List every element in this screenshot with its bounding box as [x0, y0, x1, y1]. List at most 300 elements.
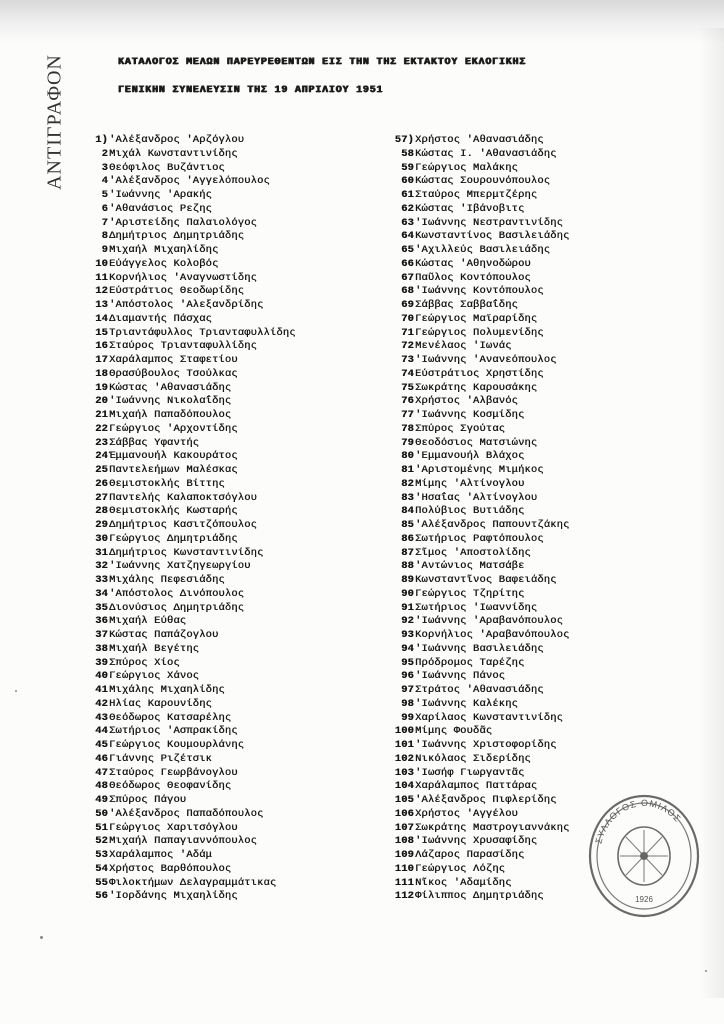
member-name: Χαρίλαος Κωνσταντινίδης	[415, 711, 564, 724]
member-name: Σωτήριος 'Ιωαννίδης	[415, 601, 538, 614]
member-number: 3	[101, 161, 108, 174]
member-name: 'Αλέξανδρος Παπαδόπουλος	[109, 807, 264, 820]
members-list-left-column	[88, 134, 296, 904]
member-name: Γεώργιος Δημητριάδης	[109, 532, 238, 545]
member-name: 'Αλέξανδρος Πιφλερίδης	[415, 794, 557, 806]
member-number: 93	[401, 629, 414, 641]
member-entry	[388, 849, 569, 863]
member-number: 70	[401, 312, 414, 325]
heading-line-2: ΓΕΝΙΚΗΝ ΣΥΝΕΛΕΥΣΙΝ ΤΗΣ 19 ΑΠΡΙΛΙΟΥ 1951	[118, 85, 384, 96]
member-number: 42	[95, 697, 108, 710]
member-number: 56	[95, 890, 108, 903]
member-number: 91	[401, 601, 414, 614]
member-number: 55	[95, 876, 108, 889]
member-number: 84	[401, 505, 414, 518]
member-entry	[88, 670, 296, 684]
member-entry	[388, 313, 569, 327]
member-number: 80	[401, 450, 414, 463]
member-name: Νικόλαος Σιδερίδης	[415, 752, 531, 765]
member-name: Μιχάλης Μιχαηλίδης	[109, 684, 225, 696]
member-number: 61	[401, 189, 414, 201]
member-name: Σταύρος Μπερμτζέρης	[415, 189, 538, 201]
member-name: Φίλιππος Δημητριάδης	[415, 890, 544, 903]
member-entry	[388, 574, 569, 588]
member-name: Μιχαήλ Εύθας	[109, 615, 187, 628]
member-entry	[88, 863, 296, 877]
member-number: 76	[401, 395, 414, 408]
member-name: 'Ιωάννης Βασιλειάδης	[415, 642, 544, 655]
member-name: 'Ιωάννης 'Αραβανόπουλος	[415, 615, 564, 628]
member-name: 'Ιωάννης Κοντόπουλος	[415, 285, 544, 298]
member-entry	[388, 712, 569, 726]
member-entry	[88, 395, 296, 409]
member-number: 54	[95, 862, 108, 875]
member-number: 65	[401, 244, 414, 256]
member-entry	[88, 588, 296, 602]
member-number: 43	[95, 711, 108, 724]
member-name: Σωκράτης Μαστρογιαννάκης	[415, 821, 570, 834]
scan-speck	[15, 690, 17, 692]
member-name: Θεμιστοκλής Βίττης	[109, 477, 225, 490]
member-name: Σάββας Υφαντής	[109, 436, 200, 449]
member-entry	[88, 780, 296, 794]
member-number: 13	[95, 299, 108, 311]
member-entry	[88, 175, 296, 189]
member-name: 'Αριστείδης Παλαιολόγος	[109, 216, 258, 229]
member-number: 82	[401, 477, 414, 490]
member-number: 109	[394, 849, 414, 861]
member-name: Χαράλαμπος 'Αδάμ	[109, 849, 212, 861]
member-number: 7	[101, 216, 108, 229]
member-entry	[388, 822, 569, 836]
member-entry	[88, 299, 296, 313]
member-entry	[88, 340, 296, 354]
member-number: 92	[401, 615, 414, 628]
member-name: Παῦλος Κοντόπουλος	[415, 271, 531, 284]
member-number: 35	[95, 601, 108, 614]
member-name: Σῖμος 'Αποστολίδης	[415, 546, 531, 559]
member-entry	[388, 423, 569, 437]
member-name: 'Ιωάννης Νικολαΐδης	[109, 395, 232, 408]
member-number: 1)	[95, 134, 108, 146]
member-name: 'Ιορδάνης Μιχαηλίδης	[109, 890, 238, 903]
member-entry	[88, 450, 296, 464]
member-entry	[388, 890, 569, 904]
member-number: 10	[95, 257, 108, 270]
member-name: Εύστράτιος Θεοδωρίδης	[109, 285, 245, 298]
member-entry	[388, 670, 569, 684]
member-number: 23	[95, 436, 108, 449]
member-entry	[88, 258, 296, 272]
member-name: Σωκράτης Καρουσάκης	[415, 381, 538, 394]
member-name: Γεώργιος Λόζης	[415, 862, 506, 875]
member-name: Θρασύβουλος Τσούλκας	[109, 367, 238, 380]
member-name: Εύάγγελος Κολοβός	[109, 257, 219, 270]
member-number: 29	[95, 519, 108, 531]
member-name: Γεώργιος 'Αρχοντίδης	[109, 422, 238, 435]
member-entry	[88, 217, 296, 231]
member-entry	[88, 409, 296, 423]
member-entry	[388, 602, 569, 616]
member-entry	[388, 148, 569, 162]
member-name: Σάββας Σαββαΐδης	[415, 299, 518, 311]
member-entry	[88, 230, 296, 244]
copy-stamp-vertical: ΑΝΤΙΓΡΑΦΟΝ	[43, 54, 66, 190]
member-number: 59	[401, 161, 414, 174]
member-entry	[388, 739, 569, 753]
member-number: 112	[394, 890, 414, 903]
member-name: Θεμιστοκλής Κωσταρής	[109, 505, 238, 518]
member-number: 74	[401, 367, 414, 380]
member-name: Παντελής Καλαποκτσόγλου	[109, 491, 258, 504]
scan-speck	[40, 936, 43, 939]
member-number: 27	[95, 491, 108, 504]
member-number: 19	[95, 381, 108, 394]
member-name: 'Αριστομένης Μιμήκος	[415, 464, 544, 476]
member-number: 85	[401, 519, 414, 531]
member-name: 'Αθανάσιος Ρεζης	[109, 202, 212, 215]
member-name: 'Ησαΐας 'Αλτίνογλου	[415, 491, 538, 504]
member-entry	[388, 657, 569, 671]
member-number: 4	[101, 175, 108, 188]
member-name: Γεώργιος Μαϊραρίδης	[415, 312, 538, 325]
member-number: 63	[401, 216, 414, 229]
member-name: Έμμανουήλ Κακουράτος	[109, 450, 238, 463]
member-number: 67	[401, 271, 414, 284]
member-number: 102	[394, 752, 414, 765]
member-number: 20	[95, 395, 108, 408]
member-number: 25	[95, 464, 108, 476]
member-entry	[388, 519, 569, 533]
member-entry	[88, 629, 296, 643]
member-number: 8	[101, 230, 108, 243]
member-number: 79	[401, 436, 414, 449]
member-entry	[88, 285, 296, 299]
scan-shadow	[0, 0, 724, 44]
member-entry	[388, 217, 569, 231]
member-name: Κορνήλιος 'Αραβανόπουλος	[415, 629, 570, 641]
member-name: 'Ιωάννης Κοσμίδης	[415, 409, 525, 421]
member-number: 31	[95, 546, 108, 559]
member-entry	[388, 547, 569, 561]
member-entry	[388, 684, 569, 698]
member-name: Μιχαήλ Παπαδόπουλος	[109, 409, 232, 421]
member-name: 'Ιωάννης Πάνος	[415, 670, 506, 683]
member-number: 81	[401, 464, 414, 476]
member-number: 111	[394, 876, 414, 889]
member-number: 17	[95, 354, 108, 366]
member-name: Σωτήριος 'Ασπρακίδης	[109, 725, 238, 738]
member-entry	[388, 877, 569, 891]
member-name: Διαμαντής Πάσχας	[109, 312, 212, 325]
member-entry	[388, 354, 569, 368]
member-name: Θεόδωρος Κατσαρέλης	[109, 711, 232, 724]
member-entry	[88, 492, 296, 506]
member-entry	[388, 189, 569, 203]
member-name: Εύστράτιος Χρηστίδης	[415, 367, 544, 380]
member-number: 45	[95, 739, 108, 751]
member-entry	[88, 725, 296, 739]
member-entry	[88, 368, 296, 382]
member-name: Σπύρος Σγούτας	[415, 422, 506, 435]
member-name: Μίμης 'Αλτίνογλου	[415, 477, 525, 490]
member-name: Σπύρος Πάγου	[109, 794, 187, 806]
member-entry	[88, 615, 296, 629]
member-entry	[388, 437, 569, 451]
member-number: 36	[95, 615, 108, 628]
member-entry	[88, 560, 296, 574]
member-number: 21	[95, 409, 108, 421]
member-name: Σταύρος Γεωρβάνογλου	[109, 766, 238, 779]
member-number: 101	[394, 739, 414, 751]
member-name: Μιχαήλ Μιχαηλίδης	[109, 244, 219, 256]
member-entry	[388, 725, 569, 739]
member-entry	[388, 162, 569, 176]
member-entry	[88, 189, 296, 203]
member-number: 106	[394, 807, 414, 820]
member-number: 108	[394, 835, 414, 848]
member-name: Γεώργιος Χάνος	[109, 670, 200, 683]
seal-year: 1926	[635, 895, 653, 904]
member-number: 83	[401, 491, 414, 504]
member-number: 47	[95, 766, 108, 779]
member-entry	[88, 739, 296, 753]
member-name: Χρήστος 'Αλβανός	[415, 395, 518, 408]
member-name: 'Ιωάννης Καλέκης	[415, 697, 518, 710]
member-name: 'Απόστολος 'Αλεξανδρίδης	[109, 299, 264, 311]
member-entry	[388, 560, 569, 574]
member-number: 105	[394, 794, 414, 806]
member-number: 9	[101, 244, 108, 256]
member-number: 68	[401, 285, 414, 298]
member-entry	[88, 574, 296, 588]
member-entry	[388, 230, 569, 244]
member-entry	[388, 492, 569, 506]
member-number: 14	[95, 312, 108, 325]
member-name: Παντελεήμων Μαλέσκας	[109, 464, 238, 476]
member-entry	[388, 698, 569, 712]
member-name: 'Αντώνιος Ματσάβε	[415, 560, 525, 573]
member-name: Μιχαήλ Παπαγιαννόπουλος	[109, 835, 258, 848]
member-entry	[388, 258, 569, 272]
member-entry	[88, 822, 296, 836]
member-entry	[388, 794, 569, 808]
member-name: Γεώργιος Τζηρίτης	[415, 587, 525, 600]
member-name: Θεόδωρος Θεοφανίδης	[109, 780, 232, 793]
member-number: 100	[394, 725, 414, 738]
member-number: 88	[401, 560, 414, 573]
member-name: Χρήστος 'Αθανασιάδης	[415, 134, 544, 146]
member-name: Ηλίας Καρουνίδης	[109, 697, 212, 710]
member-entry	[88, 162, 296, 176]
member-entry	[88, 382, 296, 396]
member-name: 'Αχιλλεύς Βασιλειάδης	[415, 244, 551, 256]
member-number: 48	[95, 780, 108, 793]
member-number: 32	[95, 560, 108, 573]
member-number: 78	[401, 422, 414, 435]
member-name: Δημήτριος Κασιτζόπουλος	[109, 519, 258, 531]
member-entry	[388, 272, 569, 286]
member-number: 69	[401, 299, 414, 311]
member-entry	[88, 657, 296, 671]
member-name: Νῖκος 'Αδαμίδης	[415, 876, 512, 889]
member-number: 86	[401, 532, 414, 545]
member-entry	[88, 712, 296, 726]
member-name: Χαράλαμπος Σταφετίου	[109, 354, 238, 366]
member-entry	[88, 698, 296, 712]
member-name: Σωτήριος Ραφτόπουλος	[415, 532, 544, 545]
member-name: Πολύβιος Βυτιάδης	[415, 505, 525, 518]
member-name: Γεώργιος Μαλάκης	[415, 161, 518, 174]
member-number: 53	[95, 849, 108, 861]
member-name: Χαράλαμπος Παττάρας	[415, 780, 538, 793]
member-name: Στράτος 'Αθανασιάδης	[415, 684, 544, 696]
member-entry	[88, 244, 296, 258]
member-name: Διονύσιος Δημητριάδης	[109, 601, 245, 614]
member-number: 110	[394, 862, 414, 875]
member-entry	[88, 437, 296, 451]
member-entry	[388, 588, 569, 602]
scan-speck	[705, 970, 707, 972]
member-entry	[88, 327, 296, 341]
member-name: 'Αλέξανδρος Παπουντζάκης	[415, 519, 570, 531]
member-number: 99	[401, 711, 414, 724]
member-entry	[388, 382, 569, 396]
member-entry	[88, 272, 296, 286]
member-entry	[388, 285, 569, 299]
member-entry	[388, 643, 569, 657]
member-entry	[88, 203, 296, 217]
member-entry	[88, 684, 296, 698]
member-number: 44	[95, 725, 108, 738]
member-name: Φιλοκτήμων Δελαγραμμάτικας	[109, 876, 277, 889]
member-entry	[388, 615, 569, 629]
member-entry	[388, 244, 569, 258]
member-name: 'Ιωάννης Νεστραντινίδης	[415, 216, 564, 229]
member-number: 2	[101, 147, 108, 160]
members-list-right-column	[388, 134, 569, 904]
member-entry	[88, 890, 296, 904]
member-entry	[88, 134, 296, 148]
member-name: 'Απόστολος Δινόπουλος	[109, 587, 245, 600]
member-entry	[88, 602, 296, 616]
member-name: 'Αλέξανδρος 'Αρζόγλου	[109, 134, 245, 146]
member-number: 28	[95, 505, 108, 518]
member-number: 12	[95, 285, 108, 298]
member-name: 'Ιωάννης Χατζηγεωργίου	[109, 560, 251, 573]
member-number: 107	[394, 821, 414, 834]
member-number: 95	[401, 656, 414, 669]
member-name: Σπύρος Χίος	[109, 656, 180, 669]
member-entry	[388, 464, 569, 478]
member-entry	[88, 478, 296, 492]
member-number: 51	[95, 821, 108, 834]
member-name: Δημήτριος Δημητριάδης	[109, 230, 245, 243]
member-number: 34	[95, 587, 108, 600]
member-name: Κώστας 'Αθηνοδώρου	[415, 257, 531, 270]
scan-edge	[700, 28, 724, 998]
member-number: 72	[401, 340, 414, 353]
member-entry	[388, 450, 569, 464]
member-entry	[88, 808, 296, 822]
member-number: 5	[101, 189, 108, 201]
member-entry	[88, 533, 296, 547]
member-number: 104	[394, 780, 414, 793]
member-entry	[388, 395, 569, 409]
member-name: 'Ιωάννης Χρυσαφίδης	[415, 835, 538, 848]
member-number: 87	[401, 546, 414, 559]
heading-line-1: ΚΑΤΑΛΟΓΟΣ ΜΕΛΩΝ ΠΑΡΕΥΡΕΘΕΝΤΩΝ ΕΙΣ ΤΗΝ ΤΗΣ ΕΚΤΑΚΤΟΥ ΕΚΛΟΓΙΚΗΣ	[118, 57, 527, 68]
member-number: 26	[95, 477, 108, 490]
member-number: 89	[401, 574, 414, 586]
member-number: 96	[401, 670, 414, 683]
member-entry	[388, 767, 569, 781]
member-number: 46	[95, 752, 108, 765]
member-name: 'Εμμανουήλ Βλάχος	[415, 450, 525, 463]
member-number: 40	[95, 670, 108, 683]
member-number: 41	[95, 684, 108, 696]
member-name: Γεώργιος Πολυμενίδης	[415, 326, 544, 339]
member-number: 77	[401, 409, 414, 421]
member-number: 33	[95, 574, 108, 586]
member-entry	[88, 313, 296, 327]
member-entry	[388, 478, 569, 492]
member-number: 58	[401, 147, 414, 160]
member-entry	[388, 629, 569, 643]
member-name: Γεώργιος Χαριτσόγλου	[109, 821, 238, 834]
member-name: Κώστας 'Αθανασιάδης	[109, 381, 232, 394]
member-entry	[388, 835, 569, 849]
member-name: Μενέλαος 'Ιωνάς	[415, 340, 512, 353]
member-entry	[388, 533, 569, 547]
member-entry	[88, 849, 296, 863]
member-entry	[88, 354, 296, 368]
member-name: Μίμης Φουδᾶς	[415, 725, 493, 738]
member-entry	[388, 368, 569, 382]
member-entry	[88, 794, 296, 808]
member-name: Θεόφιλος Βυζάντιος	[109, 161, 225, 174]
member-name: Πρόδρομος Ταρέζης	[415, 656, 525, 669]
member-name: Κωνσταντῖνος Βαφειάδης	[415, 574, 557, 586]
seal-text: ΣΥΛΛΟΓΟΣ ΟΜΙΛΟΣ	[593, 797, 684, 845]
member-name: Τριαντάφυλλος Τριανταφυλλίδης	[109, 326, 296, 339]
member-entry	[388, 753, 569, 767]
member-number: 57)	[394, 134, 414, 146]
member-number: 66	[401, 257, 414, 270]
member-entry	[88, 464, 296, 478]
svg-text:ΣΥΛΛΟΓΟΣ ΟΜΙΛΟΣ	[593, 798, 683, 845]
member-name: Κωνσταντίνος Βασιλειάδης	[415, 230, 570, 243]
round-seal-stamp	[584, 790, 702, 920]
member-name: Δημήτριος Κωνσταντινίδης	[109, 546, 264, 559]
member-name: Χρήστος Βαρθόπουλος	[109, 862, 232, 875]
member-entry	[388, 175, 569, 189]
member-number: 98	[401, 697, 414, 710]
member-entry	[388, 505, 569, 519]
member-entry	[88, 423, 296, 437]
member-entry	[88, 148, 296, 162]
member-number: 71	[401, 326, 414, 339]
member-entry	[388, 409, 569, 423]
member-entry	[88, 547, 296, 561]
member-entry	[88, 643, 296, 657]
member-entry	[388, 340, 569, 354]
member-entry	[388, 808, 569, 822]
member-number: 39	[95, 656, 108, 669]
member-name: Κώστας Σουρουνόπουλος	[415, 175, 551, 188]
member-number: 49	[95, 794, 108, 806]
member-entry	[88, 767, 296, 781]
